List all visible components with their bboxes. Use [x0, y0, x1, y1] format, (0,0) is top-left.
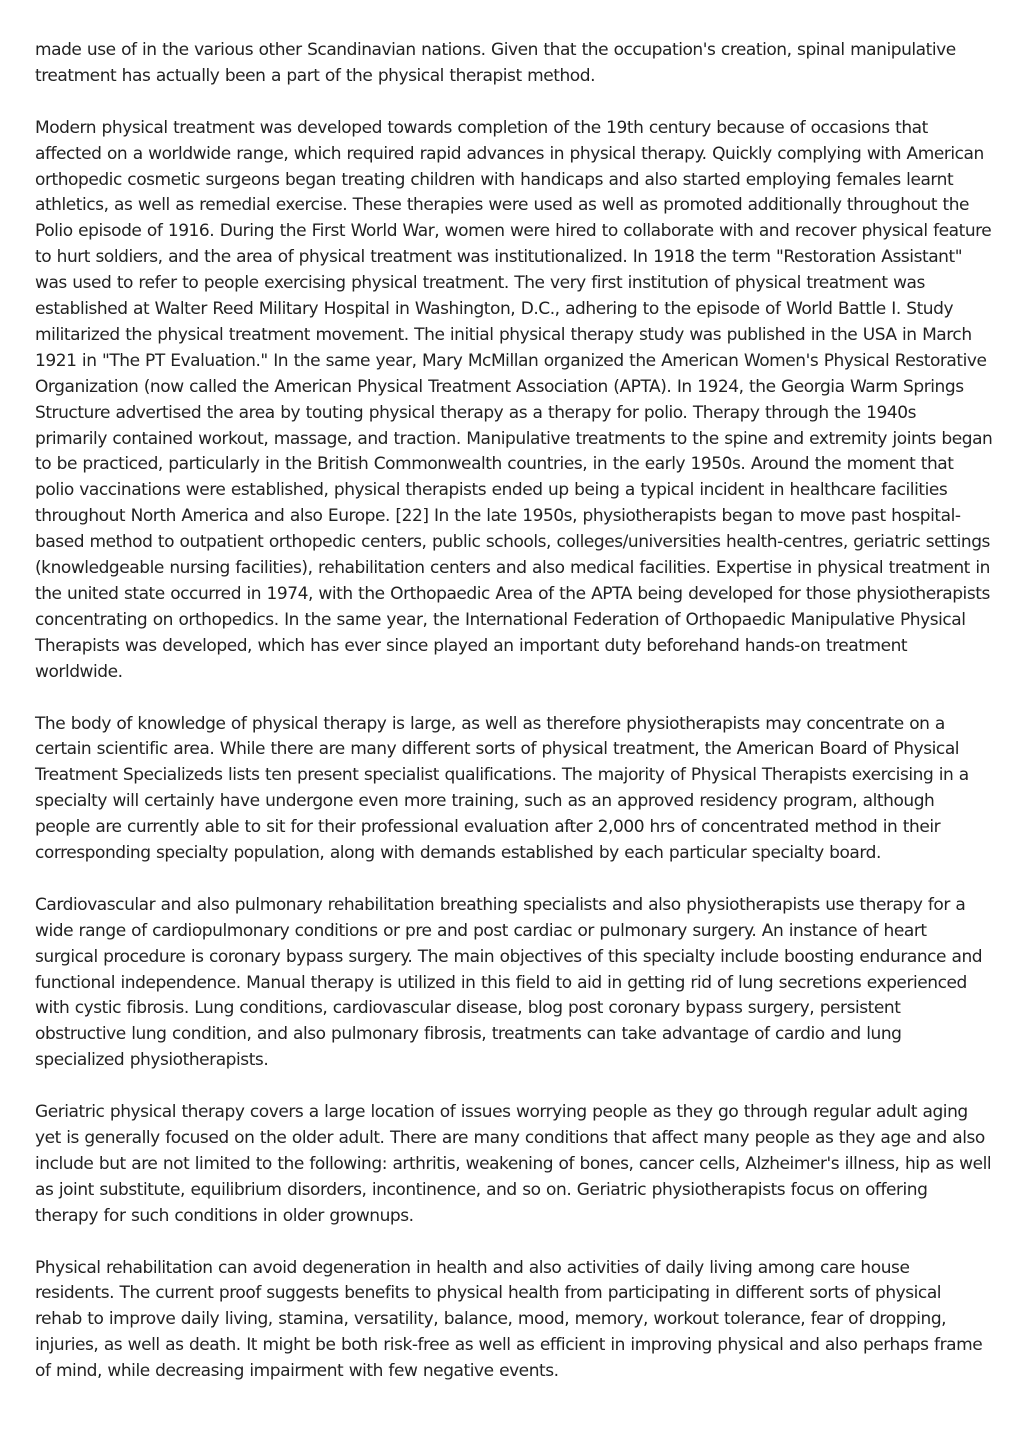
paragraph-specialties: The body of knowledge of physical therapy is large, as well as therefore physiotherapists may concentrate on a certain scientific area. While there are many different sorts of physical treatment, the American Board of Physical Treatment Specializeds lists ten present specialist qualifications. The majority of Physical Therapists exercising in a specialty will certainly have undergone even more training, such as an approved residency program, although people are currently able to sit for their professional evaluation after 2,000 hrs of concentrated method in their corresponding specialty population, along with demands established by each particular specialty board.	[35, 713, 969, 864]
document-page	[35, 38, 993, 1411]
paragraph-modern-history: Modern physical treatment was developed towards completion of the 19th century because of occasions that affected on a worldwide range, which required rapid advances in physical therapy. Quickly complying with American orthopedic cosmetic surgeons began treating children with handicaps and also started employing females learnt athletics, as well as remedial exercise. These therapies were used as well as promoted additionally throughout the Polio episode of 1916. During the First World War, women were hired to collaborate with and recover physical feature to hurt soldiers, and the area of physical treatment was institutionalized. In 1918 the term "Restoration Assistant" was used to refer to people exercising physical treatment. The very first institution of physical treatment was established at Walter Reed Military Hospital in Washington, D.C., adhering to the episode of World Battle I. Study militarized the physical treatment movement. The initial physical therapy study was published in the USA in March 1921 in "The PT Evaluation." In the same year, Mary McMillan organized the American Women's Physical Restorative Organization (now called the American Physical Treatment Association (APTA). In 1924, the Georgia Warm Springs Structure advertised the area by touting physical therapy as a therapy for polio. Therapy through the 1940s primarily contained workout, massage, and traction. Manipulative treatments to the spine and extremity joints began to be practiced, particularly in the British Commonwealth countries, in the early 1950s. Around the moment that polio vaccinations were established, physical therapists ended up being a typical incident in healthcare facilities throughout North America and also Europe. [22] In the late 1950s, physiotherapists began to move past hospital-based method to outpatient orthopedic centers, public schools, colleges/universities health-centres, geriatric settings (knowledgeable nursing facilities), rehabilitation centers and also medical facilities. Expertise in physical treatment in the united state occurred in 1974, with the Orthopaedic Area of the APTA being developed for those physiotherapists concentrating on orthopedics. In the same year, the International Federation of Orthopaedic Manipulative Physical Therapists was developed, which has ever since played an important duty beforehand hands-on treatment worldwide.	[35, 117, 993, 682]
paragraph-geriatric: Geriatric physical therapy covers a large location of issues worrying people as they go through regular adult aging yet is generally focused on the older adult. There are many conditions that affect many people as they age and also include but are not limited to the following: arthritis, weakening of bones, cancer cells, Alzheimer's illness, hip as well as joint substitute, equilibrium disorders, incontinence, and so on. Geriatric physiotherapists focus on offering therapy for such conditions in older grownups.	[35, 1102, 992, 1226]
paragraph-scandinavian-origins: made use of in the various other Scandinavian nations. Given that the occupation's creation, spinal manipulative treatment has actually been a part of the physical therapist method.	[35, 40, 956, 86]
paragraph-cardiopulmonary: Cardiovascular and also pulmonary rehabilitation breathing specialists and also physiotherapists use therapy for a wide range of cardiopulmonary conditions or pre and post cardiac or pulmonary surgery. An instance of heart surgical procedure is coronary bypass surgery. The main objectives of this specialty include boosting endurance and functional independence. Manual therapy is utilized in this field to aid in getting rid of lung secretions experienced with cystic fibrosis. Lung conditions, cardiovascular disease, blog post coronary bypass surgery, persistent obstructive lung condition, and also pulmonary fibrosis, treatments can take advantage of cardio and lung specialized physiotherapists.	[35, 894, 983, 1071]
paragraph-care-home-rehabilitation: Physical rehabilitation can avoid degeneration in health and also activities of daily living among care house residents. The current proof suggests benefits to physical health from participating in different sorts of physical rehab to improve daily living, stamina, versatility, balance, mood, memory, workout tolerance, fear of dropping, injuries, as well as death. It might be both risk-free as well as efficient in improving physical and also perhaps frame of mind, while decreasing impairment with few negative events.	[35, 1257, 983, 1382]
